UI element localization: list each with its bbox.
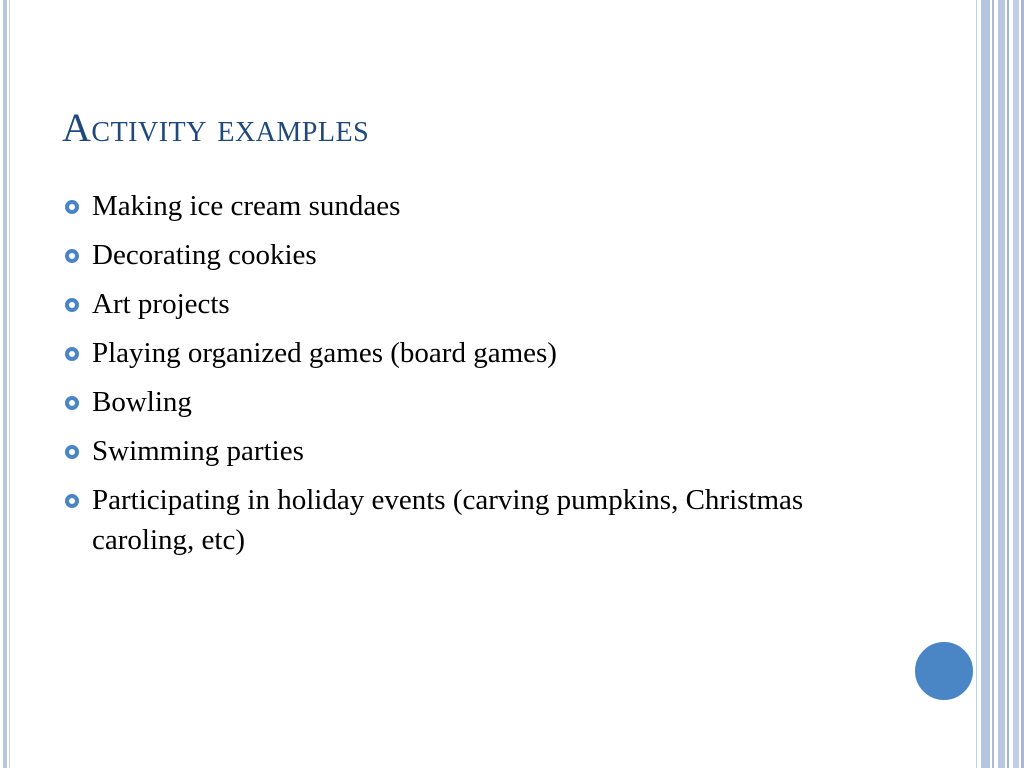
left-border-line <box>3 0 7 768</box>
slide-title: Activity examples <box>62 105 370 150</box>
circle-bullet-icon <box>65 249 79 263</box>
circle-bullet-icon <box>65 298 79 312</box>
border-stripe <box>981 0 990 768</box>
circle-bullet-icon <box>65 396 79 410</box>
bullet-item <box>62 186 822 226</box>
circle-bullet-icon <box>65 445 79 459</box>
border-stripe <box>1007 0 1009 768</box>
left-border-line-thin <box>9 0 10 768</box>
border-stripe <box>992 0 994 768</box>
right-border-stripes <box>976 0 1024 768</box>
border-stripe <box>998 0 1005 768</box>
bullet-item <box>62 480 822 560</box>
decorative-circle <box>913 640 975 702</box>
bullet-text: Swimming parties <box>92 435 304 467</box>
bullet-item <box>62 431 822 471</box>
bullet-text: Making ice cream sundaes <box>92 190 401 222</box>
border-stripe <box>976 0 977 768</box>
bullet-item <box>62 235 822 275</box>
bullet-text: Playing organized games (board games) <box>92 337 557 369</box>
bullet-item <box>62 284 822 324</box>
bullet-text: Art projects <box>92 288 230 320</box>
border-stripe <box>1013 0 1019 768</box>
circle-bullet-icon <box>65 494 79 508</box>
circle-bullet-icon <box>65 200 79 214</box>
bullet-item <box>62 333 822 373</box>
circle-bullet-icon <box>65 347 79 361</box>
bullet-list <box>62 186 822 569</box>
bullet-text: Bowling <box>92 386 192 418</box>
bullet-text: Decorating cookies <box>92 239 317 271</box>
bullet-item <box>62 382 822 422</box>
bullet-text: Participating in holiday events (carving pumpkins, Christmas caroling, etc) <box>92 484 804 556</box>
